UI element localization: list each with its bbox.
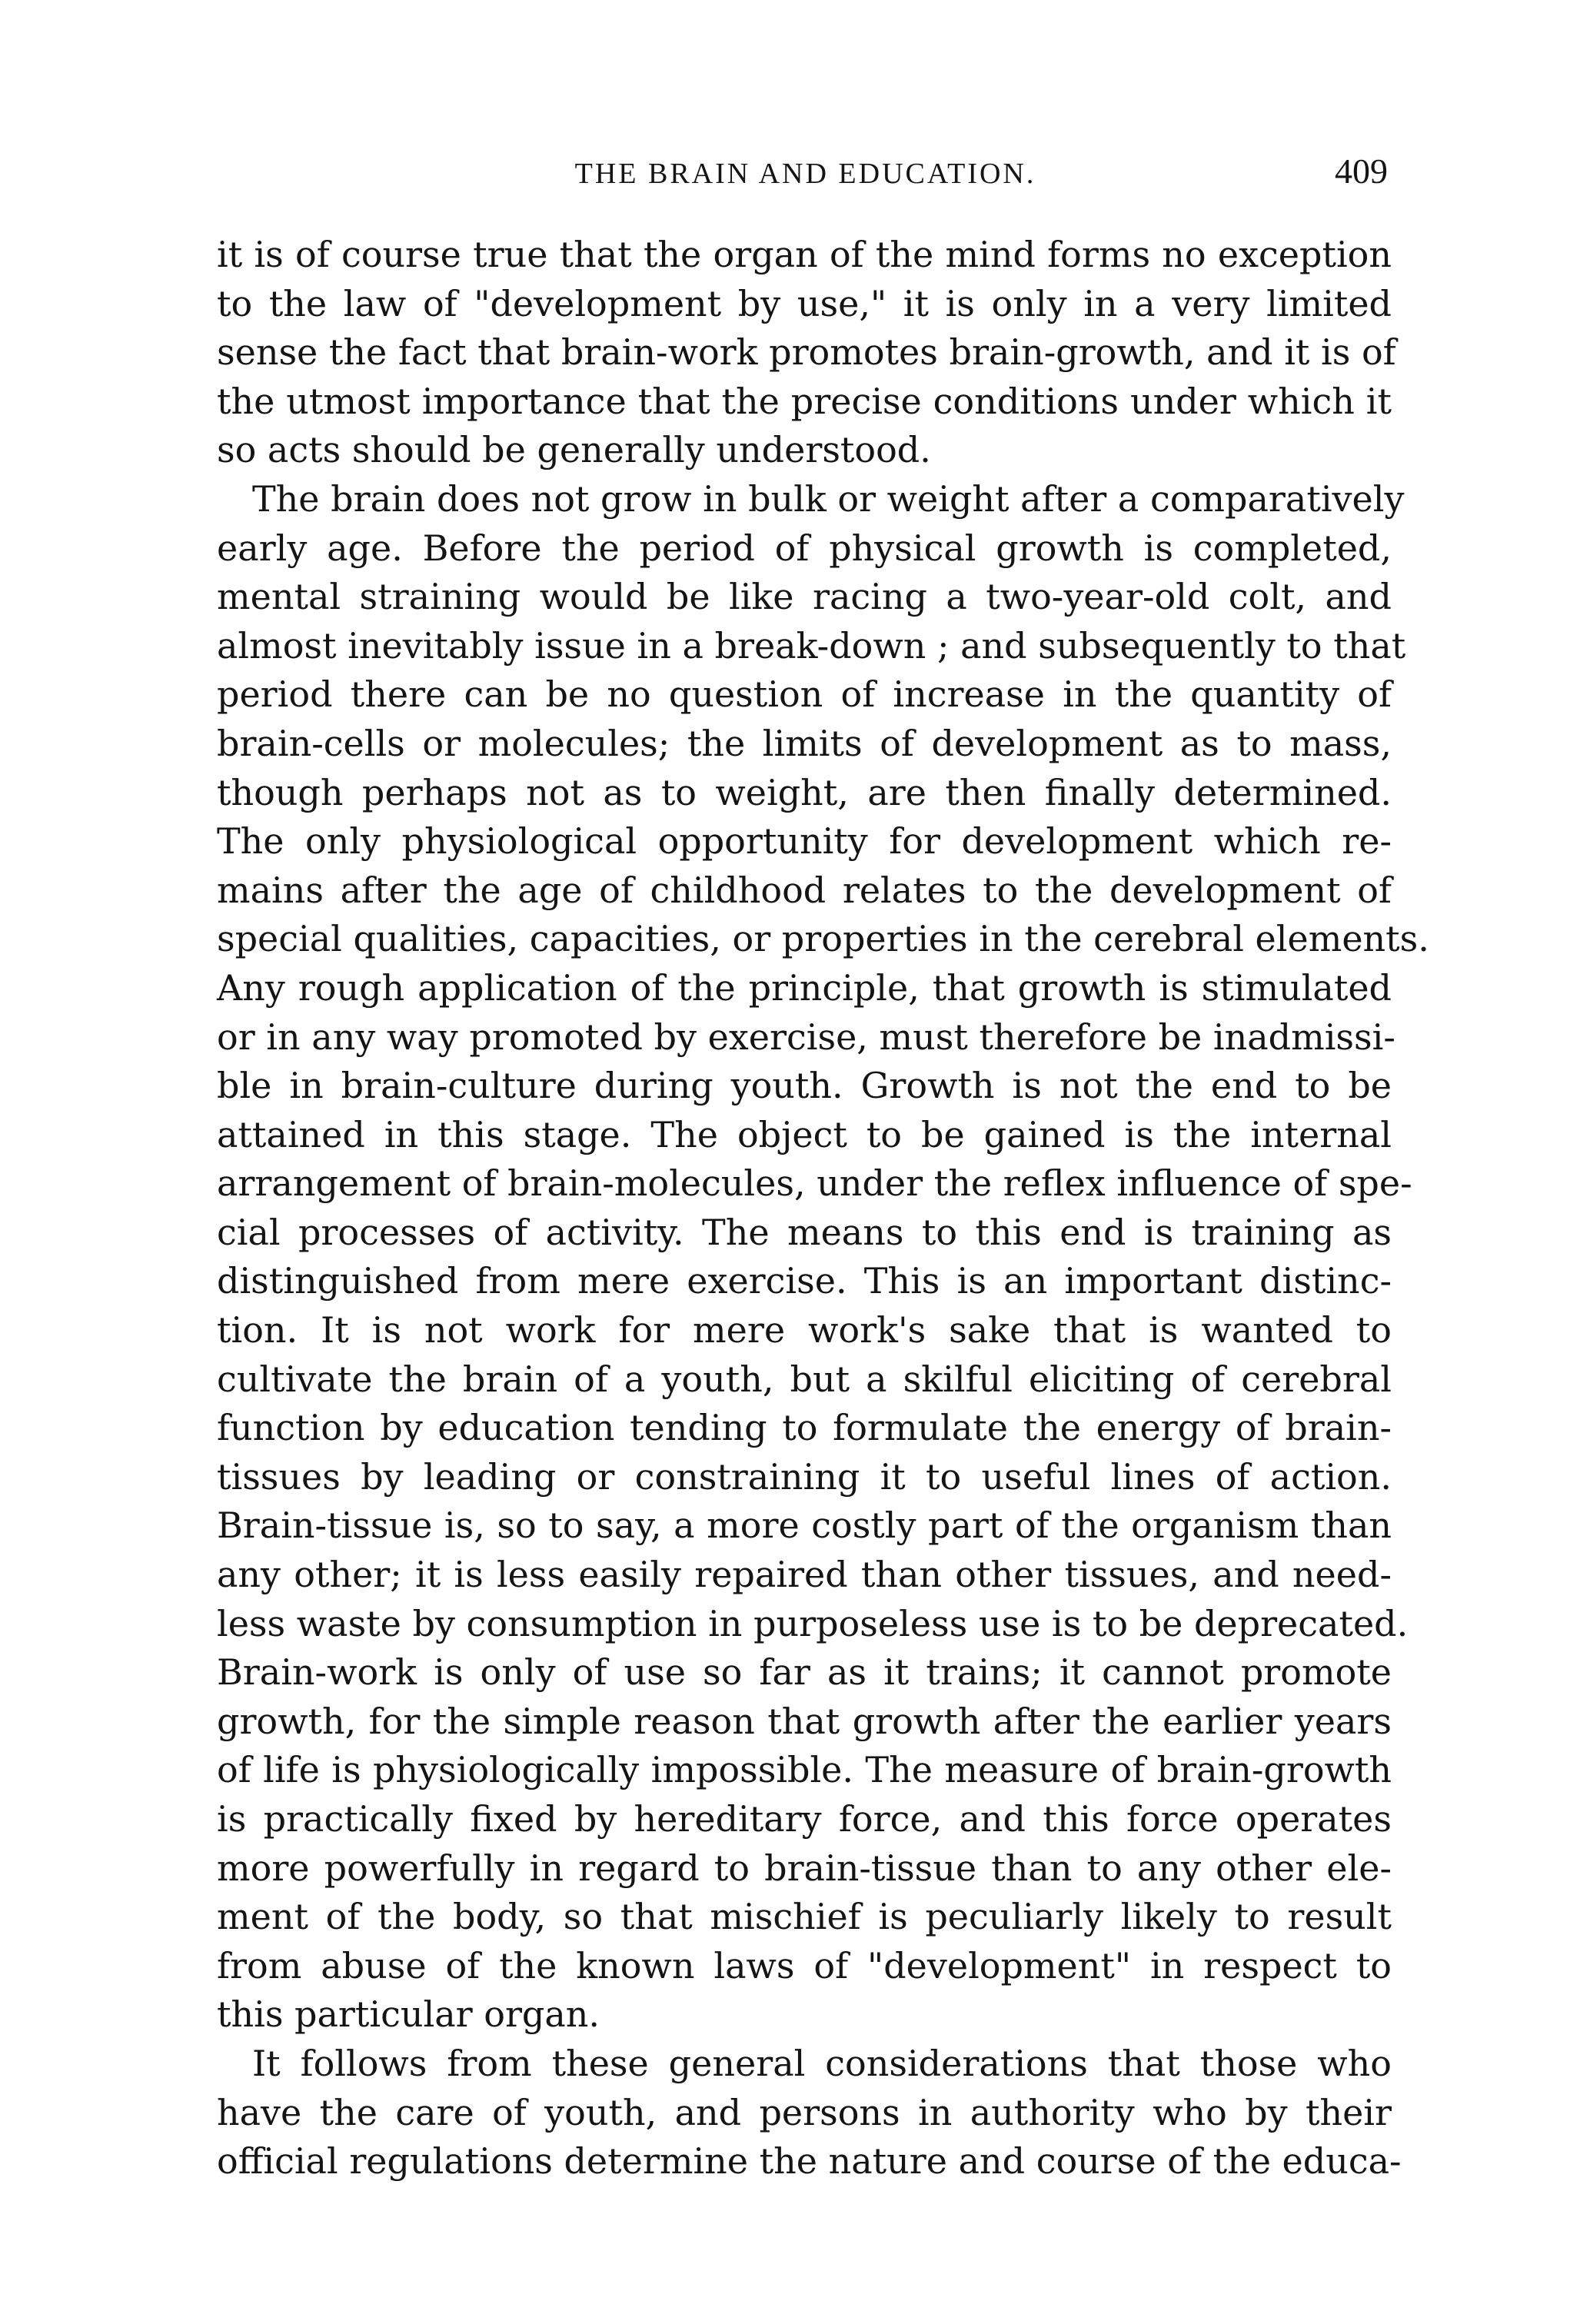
text-line: mains after the age of childhood relates to the development of [217,869,1392,911]
running-title: THE BRAIN AND EDUCATION. [574,158,1036,190]
text-line: Brain-work is only of use so far as it trains; it cannot promote [217,1651,1392,1694]
text-line: ble in brain-culture during youth. Growth is not the end to be [217,1065,1392,1107]
text-line: It follows from these general considerations that those who [252,2042,1392,2084]
text-line: tion. It is not work for mere work's sake that is wanted to [217,1309,1392,1352]
text-line: or in any way promoted by exercise, must therefore be inadmissi- [217,1016,1395,1058]
page-number: 409 [1335,151,1388,191]
text-line: cial processes of activity. The means to this end is training as [217,1211,1392,1253]
text-line: arrangement of brain-molecules, under the reflex influence of spe- [217,1162,1412,1205]
text-line: early age. Before the period of physical growth is completed, [217,527,1392,569]
text-line: mental straining would be like racing a two-year-old colt, and [217,576,1392,618]
text-line: less waste by consumption in purposeless use is to be deprecated. [217,1602,1409,1644]
text-line: of life is physiologically impossible. The measure of brain-growth [217,1749,1392,1791]
text-line: brain-cells or molecules; the limits of development as to mass, [217,722,1392,764]
text-line: the utmost importance that the precise conditions under which it [217,380,1392,422]
text-line: more powerfully in regard to brain-tissue than to any other ele- [217,1847,1392,1889]
text-line: is practically fixed by hereditary force, and this force operates [217,1798,1392,1840]
text-line: growth, for the simple reason that growth after the earlier years [217,1700,1392,1742]
text-line: function by education tending to formulate the energy of brain- [217,1407,1392,1449]
text-line: this particular organ. [217,1993,600,2036]
text-line: any other; it is less easily repaired than other tissues, and need- [217,1554,1392,1596]
body-text [217,231,1429,2186]
text-line: so acts should be generally understood. [217,429,931,471]
text-line: special qualities, capacities, or properties in the cerebral elements. [217,918,1429,960]
text-line: tissues by leading or constraining it to useful lines of action. [217,1455,1392,1498]
text-line: official regulations determine the nature and course of the educa- [217,2140,1402,2183]
text-line: sense the fact that brain-work promotes brain-growth, and it is of [217,331,1396,374]
text-line: attained in this stage. The object to be gained is the internal [217,1113,1392,1155]
running-head [223,151,1388,197]
text-line: The brain does not grow in bulk or weight after a comparatively [252,477,1405,520]
text-line: Any rough application of the principle, that growth is stimulated [217,966,1392,1009]
text-line: almost inevitably issue in a break-down ; and subsequently to that [217,624,1406,667]
text-line: have the care of youth, and persons in authority who by their [217,2091,1392,2133]
text-line: ment of the body, so that mischief is peculiarly likely to result [217,1896,1392,1938]
text-line: it is of course true that the organ of the mind forms no exception [217,234,1392,275]
text-line: period there can be no question of increase in the quantity of [217,673,1392,716]
text-line: to the law of "development by use," it is only in a very limited [217,282,1392,324]
text-line: distinguished from mere exercise. This is an important distinc- [217,1260,1392,1302]
text-line: Brain-tissue is, so to say, a more costly part of the organism than [217,1504,1392,1547]
text-line: The only physiological opportunity for development which re- [217,820,1392,863]
text-line: though perhaps not as to weight, are then finally determined. [217,771,1392,813]
text-line: from abuse of the known laws of "development" in respect to [217,1944,1392,1987]
text-line: cultivate the brain of a youth, but a skilful eliciting of cerebral [217,1358,1392,1400]
